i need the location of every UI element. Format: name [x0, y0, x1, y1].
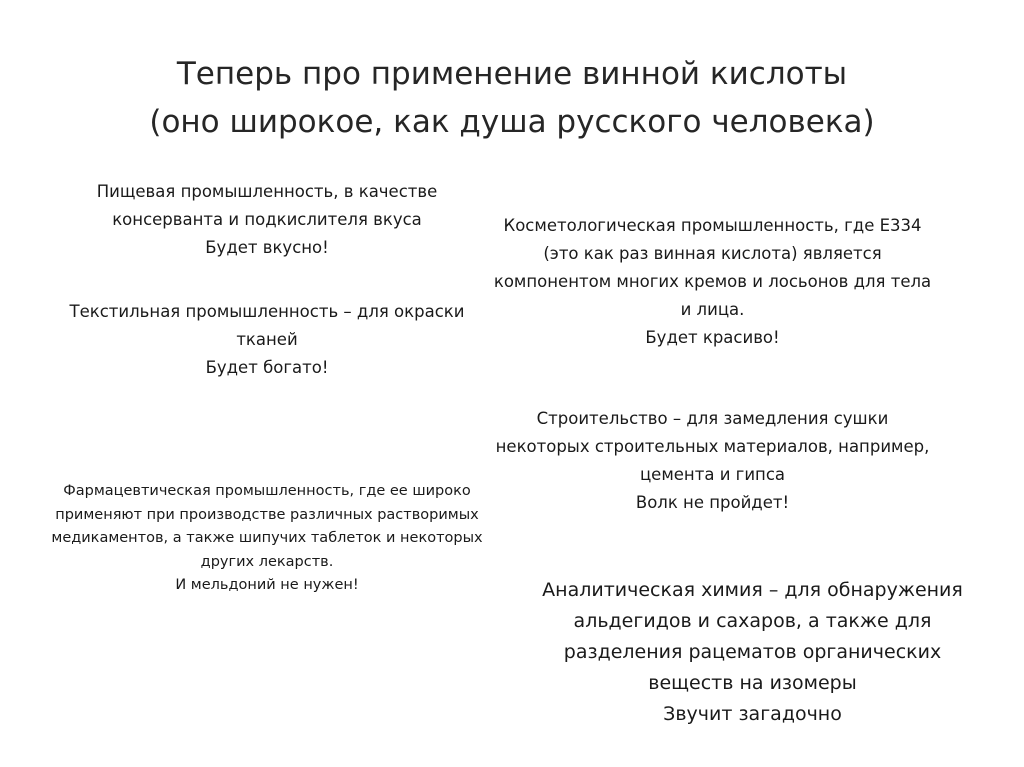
pharma-line-4: других лекарств.	[200, 553, 334, 570]
cosmetics-line-1: Косметологическая промышленность, где Е334	[503, 216, 922, 235]
textile-line-2: тканей	[236, 330, 298, 349]
cosmetics-line-2: (это как раз винная кислота) является	[543, 244, 882, 263]
analytical-line-2: альдегидов и сахаров, а также для	[573, 610, 932, 632]
construction-line-2: некоторых строительных материалов, например,	[495, 437, 930, 456]
construction-line-3: цемента и гипса	[639, 465, 786, 484]
construction-line-4: Волк не пройдет!	[635, 493, 790, 512]
textile-line-1: Текстильная промышленность – для окраски	[69, 302, 465, 321]
cosmetics-line-3: компонентом многих кремов и лосьонов для тела	[493, 272, 932, 291]
pharma-line-3: медикаментов, а также шипучих таблеток и некоторых	[51, 530, 483, 546]
pharma-industry-block	[22, 480, 512, 598]
slide-title-line-1: Теперь про применение винной кислоты	[176, 56, 848, 92]
construction-line-1: Строительство – для замедления сушки	[536, 409, 889, 428]
analytical-line-4: веществ на изомеры	[648, 672, 857, 694]
food-line-1: Пищевая промышленность, в качестве	[96, 182, 438, 201]
slide-title-line-2: (оно широкое, как душа русского человека)	[149, 104, 875, 140]
pharma-line-5: И мельдоний не нужен!	[175, 577, 359, 593]
food-industry-block	[22, 178, 512, 262]
pharma-line-2: применяют при производстве различных растворимых	[55, 506, 479, 523]
textile-line-3: Будет богато!	[205, 358, 329, 377]
slide-title	[0, 50, 1024, 146]
analytical-line-1: Аналитическая химия – для обнаружения	[542, 579, 963, 601]
analytical-line-5: Звучит загадочно	[663, 703, 842, 725]
cosmetics-industry-block	[460, 212, 965, 352]
analytical-chemistry-block	[460, 575, 1024, 730]
food-line-3: Будет вкусно!	[205, 238, 329, 257]
pharma-line-1: Фармацевтическая промышленность, где ее широко	[63, 483, 471, 499]
textile-industry-block	[22, 298, 512, 382]
cosmetics-line-4: и лица.	[680, 300, 745, 319]
food-line-2: консерванта и подкислителя вкуса	[112, 210, 422, 229]
construction-block	[460, 405, 965, 517]
analytical-line-3: разделения рацематов органических	[563, 641, 942, 663]
cosmetics-line-5: Будет красиво!	[645, 328, 780, 347]
